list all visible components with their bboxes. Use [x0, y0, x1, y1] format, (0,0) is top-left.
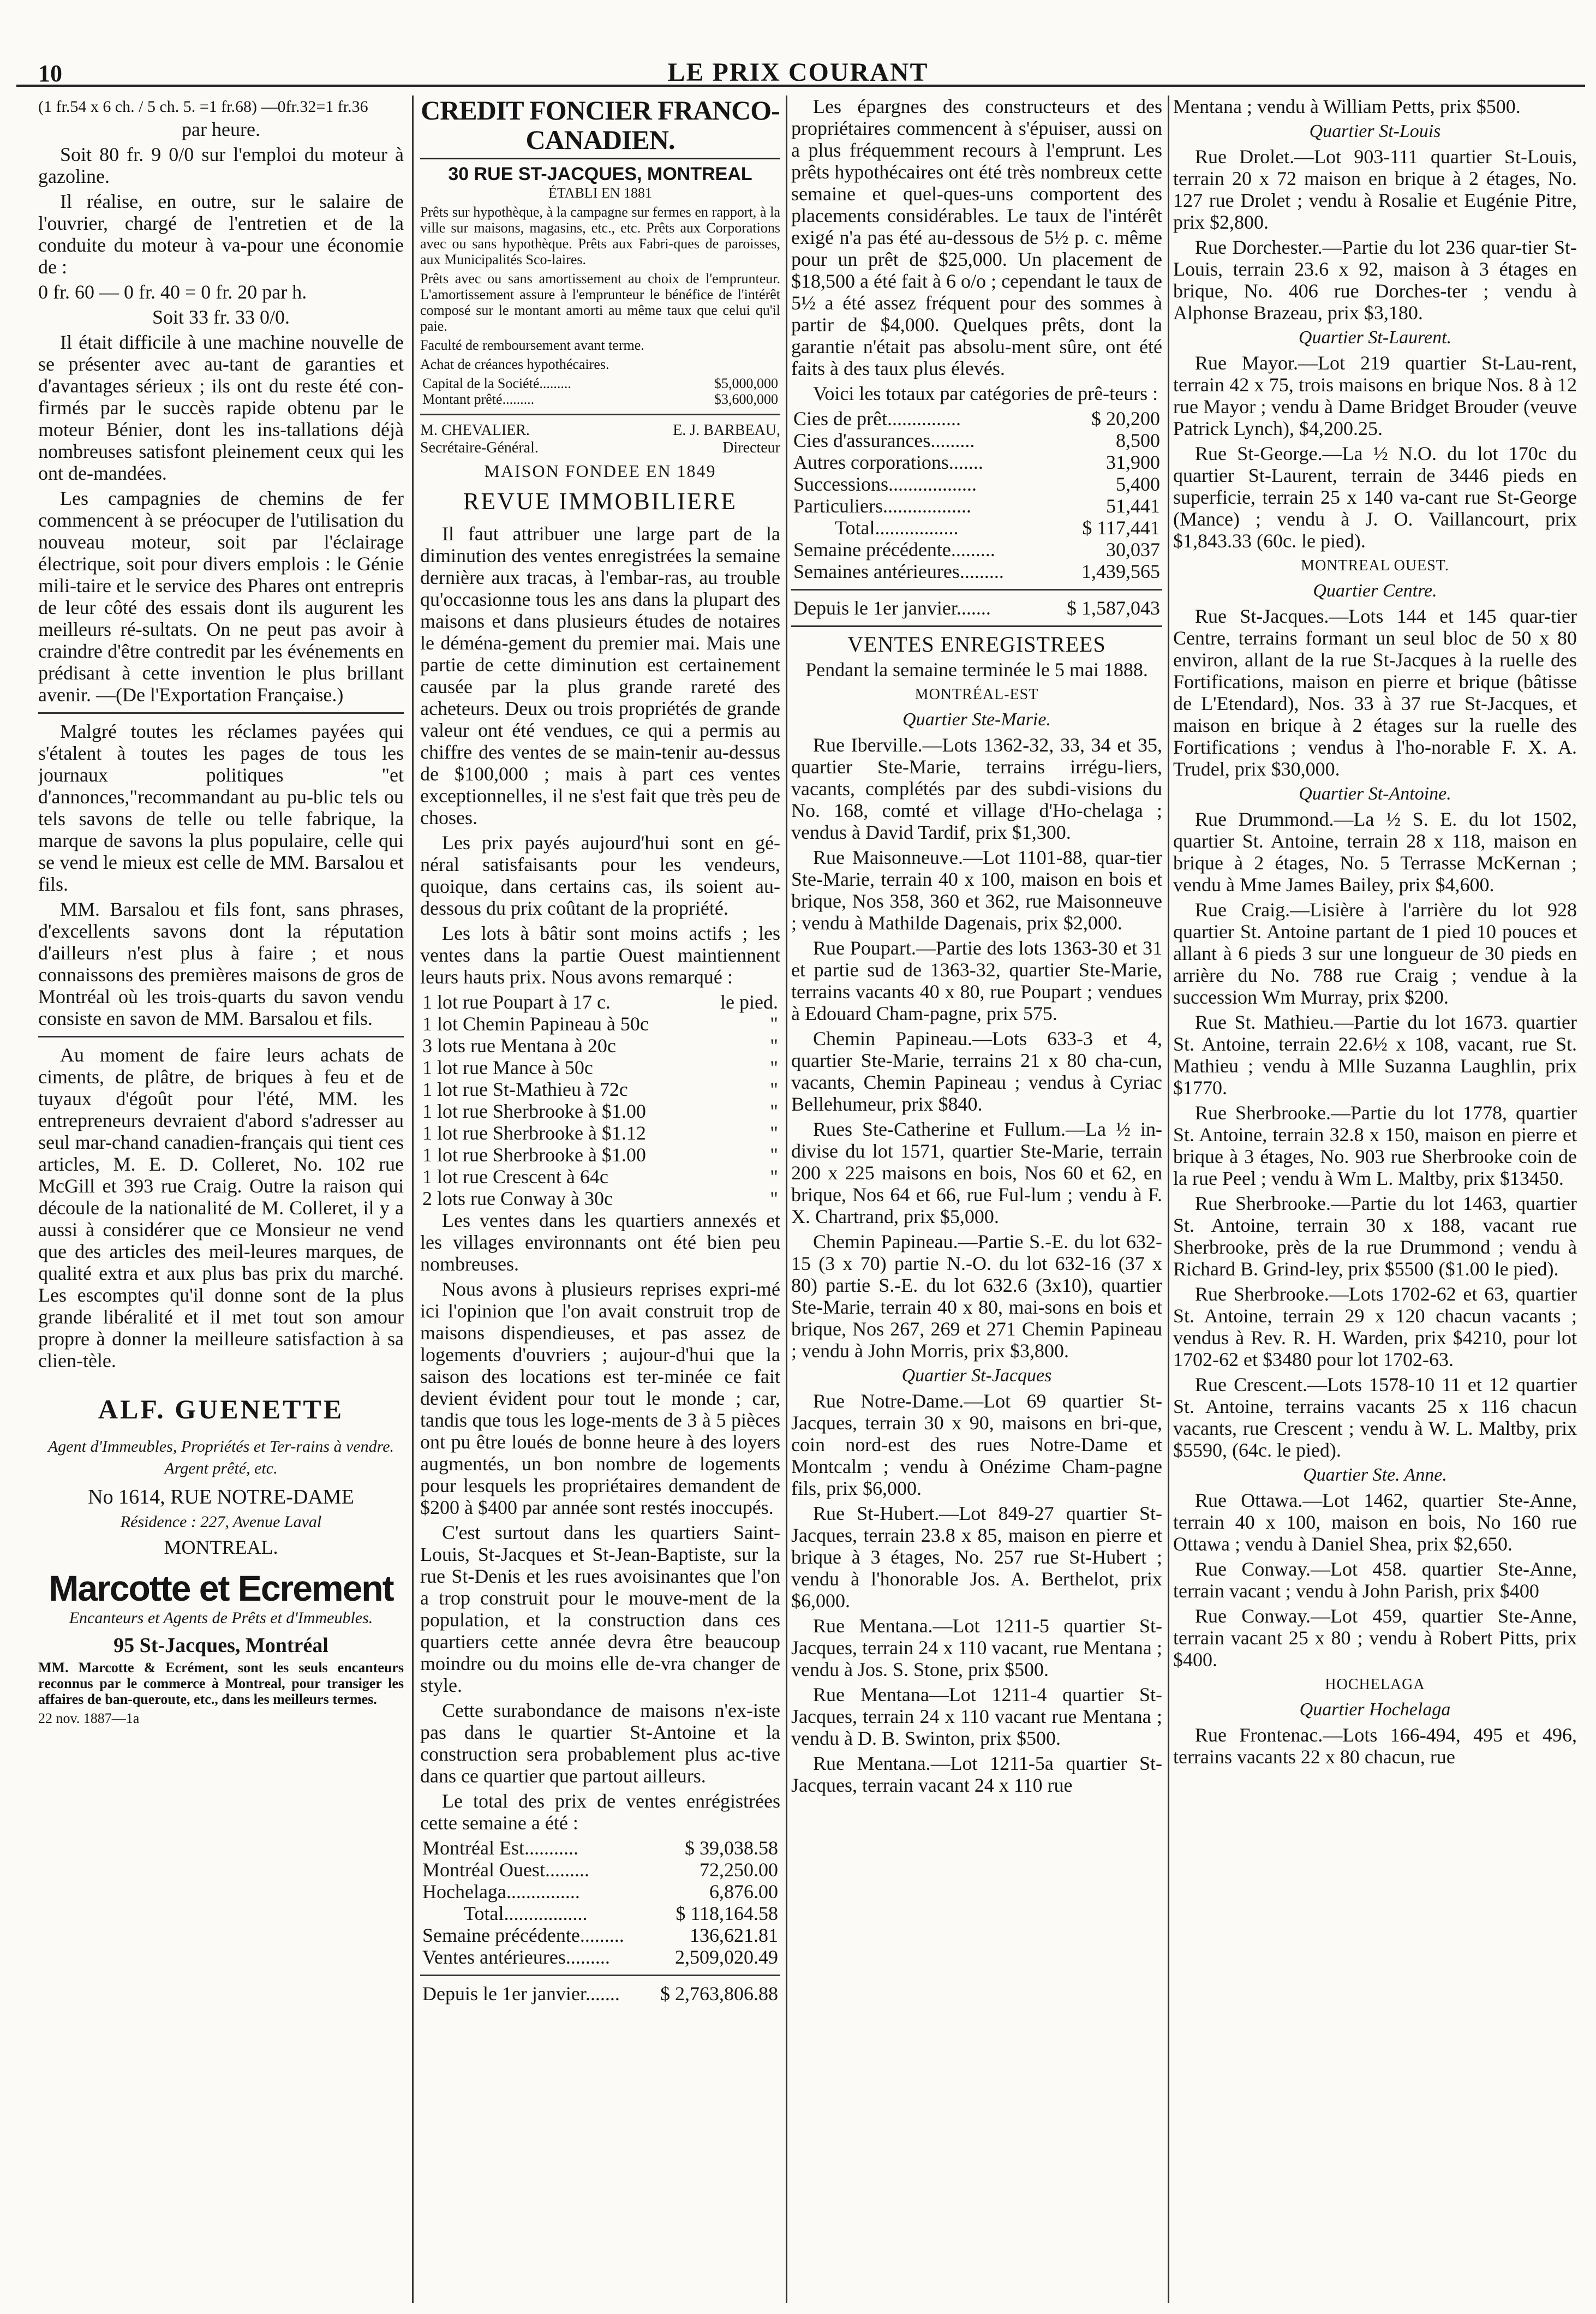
- paragraph: 0 fr. 60 — 0 fr. 40 = 0 fr. 20 par h.: [38, 281, 307, 303]
- lot-row: [420, 1144, 780, 1166]
- paragraph: Les ventes dans les quartiers annexés et les villages environnants ont été bien peu nombreuses.: [420, 1209, 780, 1275]
- credit-foncier-text: Achat de créances hypothécaires.: [420, 356, 609, 372]
- sales-summary-table: [420, 1903, 780, 1968]
- total-label: Total.................: [464, 1903, 588, 1924]
- paragraph: Soit 80 fr. 9 0/0 sur l'emploi du moteur à gazoline.: [38, 144, 404, 187]
- lot-label: 1 lot rue Sherbrooke à $1.00: [422, 1144, 646, 1166]
- sale-entry: Rue Dorchester.—Partie du lot 236 quar-tier St-Louis, terrain 23.6 x 92, maison à 3 étages en brique, No. 406 rue Dorches-ter ; vendu à Alphonse Brazeau, prix $3,180.: [1173, 236, 1577, 324]
- lender-label: Cies de prêt...............: [793, 408, 961, 430]
- paragraph: Les prix payés aujourd'hui sont en gé-néral satisfaisants pour les vendeurs, quoique, dans certains cas, ils soient au-dessous du prix coûtant de la propriété.: [420, 832, 780, 919]
- sale-entry: Rue Conway.—Lot 459, quartier Ste-Anne, terrain vacant 25 x 80 ; vendu à Robert Pitts, prix $400.: [1173, 1605, 1577, 1671]
- lot-row: [420, 1188, 780, 1209]
- page-number: 10: [38, 60, 62, 87]
- sale-entry: Rue Frontenac.—Lots 166-494, 495 et 496, terrains vacants 22 x 80 chacun, rue: [1173, 1724, 1577, 1768]
- credit-foncier-figures: [420, 375, 780, 407]
- divider: [791, 589, 1162, 591]
- lots-table: [420, 991, 780, 1209]
- ward-heading: Quartier Hochelaga: [1299, 1699, 1451, 1720]
- sale-entry: Rue Notre-Dame.—Lot 69 quartier St-Jacques, terrain 30 x 90, maisons en bri-que, coin nord-est des rues Notre-Dame et Montcalm ; vendu à Onézime Cham-pagne fils, prix $6,000.: [791, 1390, 1162, 1499]
- credit-foncier-address: 30 RUE ST-JACQUES, MONTREAL: [448, 164, 752, 184]
- paragraph: Il était difficile à une machine nouvelle de se présenter avec au-tant de garanties et d'avantages sérieux ; ils ont du reste été con-firmés par le succès rapide obtenu par le moteur Bénier, dont les ins-tallations déjà nombreuses satisfont pleinement ceux qui les ont de-mandées.: [38, 331, 404, 484]
- credit-foncier-title: CREDIT FONCIER FRANCO-CANADIEN.: [420, 96, 780, 159]
- ward-heading: Quartier Ste. Anne.: [1303, 1465, 1447, 1485]
- advert-marcotte-desc: Encanteurs et Agents de Prêts et d'Immeubles.: [69, 1609, 373, 1627]
- sale-entry: Rue Iberville.—Lots 1362-32, 33, 34 et 35, quartier Ste-Marie, terrains irrégu-liers, vacants, complétés par des subdi-visions du No. 168, comté et village d'Ho-chelaga ; vendus à David Tardif, prix $1,300.: [791, 734, 1162, 843]
- paragraph: Le total des prix de ventes enrégistrées cette semaine a été :: [420, 1790, 780, 1834]
- paragraph: C'est surtout dans les quartiers Saint-Louis, St-Jacques et St-Jean-Baptiste, sur la rue St-Denis et les rues avoisinantes que l'on a trop construit pour le mouve-ment de la population, et la construction dans ces quartiers cette année devra être beaucoup moindre ou du moins elle de-vra changer de style.: [420, 1522, 780, 1696]
- page-header: [0, 52, 1596, 85]
- signatory-1: M. CHEVALIER.: [420, 422, 530, 439]
- role-2: Directeur: [722, 439, 780, 456]
- paragraph: Les épargnes des constructeurs et des propriétaires commencent à s'épuiser, aussi on a plus fréquemment recours à l'emprunt. Les prêts hypothécaires ont été très nombreux cette semaine et quel-ques-uns comportent des placements considérables. Le taux de l'intérêt exigé n'a pas été au-dessous de 5½ p. c. même pour un prêt de $25,000. Un placement de $18,500 a été fait à 6 o/o ; cependant le taux de 5½ a été assez fréquent pour des sommes à partir de $4,000. Quelques prêts, dont la garantie n'était pas absolu-ment sûre, ont été faits à des taux plus élevés.: [791, 96, 1162, 379]
- sale-entry: Rue Drummond.—La ½ S. E. du lot 1502, quartier St. Antoine, terrain 28 x 118, maison en brique à 2 étages, No. 5 Terrasse McKernan ; vendu à Mme James Bailey, prix $4,600.: [1173, 808, 1577, 896]
- sale-entry: Rue Poupart.—Partie des lots 1363-30 et 31 et partie sud de 1363-32, quartier Ste-Marie, terrains vacants 40 x 80, rue Poupart ; vendues à Edouard Cham-pagne, prix 575.: [791, 937, 1162, 1024]
- ward-heading: Quartier St-Jacques: [901, 1365, 1052, 1386]
- column-2: [420, 96, 780, 2303]
- total-label: Total.................: [835, 517, 959, 539]
- lender-value: 5,400: [1116, 473, 1160, 495]
- earlier-value: 2,509,020.49: [675, 1946, 778, 1968]
- divider: [420, 1975, 780, 1976]
- founded-line: MAISON FONDEE EN 1849: [484, 461, 716, 481]
- advert-guenette-address: No 1614, RUE NOTRE-DAME: [88, 1486, 354, 1508]
- sales-total-label: Hochelaga...............: [422, 1881, 580, 1903]
- lot-row: [420, 1100, 780, 1122]
- previous-value: 136,621.81: [690, 1924, 778, 1946]
- sale-entry: Chemin Papineau.—Partie S.-E. du lot 632-15 (3 x 70) partie N.-O. du lot 632-16 (37 x 80) partie S.-E. du lot 632.6 (3x10), quartier Ste-Marie, terrain 40 x 80, mai-sons en bois et brique, Nos 267, 269 et 271 Chemin Papineau ; vendu à John Morris, prix $3,800.: [791, 1231, 1162, 1362]
- advert-marcotte-address: 95 St-Jacques, Montréal: [113, 1634, 328, 1657]
- sale-entry: Rue Conway.—Lot 458. quartier Ste-Anne, terrain vacant ; vendu à John Parish, prix $400: [1173, 1558, 1577, 1602]
- advert-marcotte-name: Marcotte et Ecrement: [49, 1568, 393, 1608]
- lender-row: [791, 451, 1162, 473]
- lot-value: ": [770, 1078, 778, 1100]
- paragraph: Malgré toutes les réclames payées qui s'étalent à toutes les pages de tous les journaux politiques "et d'annonces,"recommandant au pu-blic tels ou tels savons de telle ou telle fabrique, la marque de savons la plus populaire, celle qui se vend le mieux est celle de MM. Barsalou et fils.: [38, 720, 404, 895]
- ward-heading: Quartier St-Antoine.: [1299, 784, 1451, 804]
- credit-foncier-text: Prêts avec ou sans amortissement au choix de l'emprunteur. L'amortissement assure à l'emprunteur le bénéfice de l'intérêt composé sur le montant amorti au même taux que celui qu'il paie.: [420, 271, 780, 334]
- lot-row: [420, 991, 780, 1013]
- section-heading-revue: REVUE IMMOBILIERE: [463, 488, 737, 515]
- sale-entry: Rue St-George.—La ½ N.O. du lot 170c du quartier St-Laurent, terrain de 3446 pieds en superficie, terrain 25 x 140 va-cant rue St-George (Mance) ; vendu à J. O. Vaillancourt, prix $1,843.33 (60c. le pied).: [1173, 443, 1577, 552]
- lot-label: 2 lots rue Conway à 30c: [422, 1188, 613, 1209]
- column-3: [791, 96, 1162, 2303]
- lender-value: 8,500: [1116, 430, 1160, 451]
- since-january-table: [791, 597, 1162, 619]
- ward-heading: Quartier Ste-Marie.: [902, 709, 1051, 730]
- lent-value: $3,600,000: [714, 391, 778, 407]
- district-heading: HOCHELAGA: [1325, 1676, 1425, 1693]
- divider: [38, 712, 404, 714]
- column-1: [38, 96, 404, 2303]
- sale-entry: Rue St. Mathieu.—Partie du lot 1673. quartier St. Antoine, terrain 22.6½ x 108, vacant, rue St. Mathieu ; vendu à Mlle Suzanna Laughlin, prix $1770.: [1173, 1011, 1577, 1099]
- lender-value: 31,900: [1106, 451, 1160, 473]
- lot-value: ": [770, 1188, 778, 1209]
- header-rule: [16, 85, 1585, 87]
- since-label: Depuis le 1er janvier.......: [793, 597, 991, 619]
- capital-label: Capital de la Société.........: [422, 375, 571, 391]
- credit-foncier-text: Faculté de remboursement avant terme.: [420, 337, 644, 353]
- lot-label: 1 lot rue Crescent à 64c: [422, 1166, 608, 1188]
- sales-total-row: [420, 1837, 780, 1859]
- since-label: Depuis le 1er janvier.......: [422, 1983, 620, 2005]
- advert-guenette-residence: Résidence : 227, Avenue Laval: [120, 1513, 322, 1531]
- lender-label: Successions..................: [793, 473, 977, 495]
- lot-label: 1 lot rue Sherbrooke à $1.12: [422, 1122, 646, 1144]
- lot-value: le pied.: [720, 991, 778, 1013]
- since-value: $ 1,587,043: [1067, 597, 1160, 619]
- paragraph: Nous avons à plusieurs reprises expri-mé ici l'opinion que l'on avait construit trop de maisons dispendieuses, et pas assez de logements d'ouvriers ; aujour-d'hui que la saison des locations est ter-minée ce fait devient évident pour tout le monde ; car, tandis que tous les loge-ments de 3 à 5 pièces ont pu être loués de bonne heure à des loyers augmentés, un bon nombre de logements pour lesquels les propriétaires demandent de $200 à $400 par année sont restés inoccupés.: [420, 1278, 780, 1518]
- divider: [38, 1036, 404, 1037]
- lenders-summary-table: [791, 517, 1162, 582]
- paragraph: MM. Barsalou et fils font, sans phrases, d'excellents savons dont la réputation d'ailleurs n'est plus à faire ; et nous connaissons des premières maisons de gros de Montréal où les trois-quarts du savon vendu consiste en savon de MM. Barsalou et fils.: [38, 898, 404, 1029]
- signatory-2: E. J. BARBEAU,: [673, 422, 780, 439]
- capital-value: $5,000,000: [714, 375, 778, 391]
- lot-label: 3 lots rue Mentana à 20c: [422, 1035, 616, 1057]
- paragraph: Il réalise, en outre, sur le salaire de l'ouvrier, chargé de l'entretien et de la conduite du moteur à va-pour une économie de :: [38, 190, 404, 278]
- lent-label: Montant prêté.........: [422, 391, 535, 407]
- lot-value: ": [770, 1013, 778, 1035]
- cost-formula: (1 fr.54 x 6 ch. / 5 ch. 5. =1 fr.68) —0fr.32=1 fr.36: [38, 98, 368, 116]
- sale-entry: Chemin Papineau.—Lots 633-3 et 4, quartier Ste-Marie, terrains 21 x 80 cha-cun, vacants, Chemin Papineau ; vendus à Cyriac Bellehumeur, prix $840.: [791, 1028, 1162, 1115]
- page-title: LE PRIX COURANT: [667, 58, 929, 87]
- ward-heading: Quartier Centre.: [1313, 581, 1437, 601]
- lender-label: Cies d'assurances.........: [793, 430, 975, 451]
- sales-total-value: 6,876.00: [709, 1881, 778, 1903]
- sale-entry: Rue Crescent.—Lots 1578-10 11 et 12 quartier St. Antoine, terrains vacants 25 x 116 chacun vacants, rue Crescent ; vendu à W. L. Maltby, prix $5590, (64c. le pied).: [1173, 1374, 1577, 1461]
- earlier-label: Semaines antérieures.........: [793, 560, 1004, 582]
- total-value: $ 118,164.58: [676, 1903, 778, 1924]
- lot-value: ": [770, 1144, 778, 1166]
- lot-row: [420, 1166, 780, 1188]
- earlier-label: Ventes antérieures.........: [422, 1946, 610, 1968]
- lender-row: [791, 473, 1162, 495]
- sale-entry: Mentana ; vendu à William Petts, prix $500.: [1173, 96, 1521, 117]
- sales-total-label: Montréal Est...........: [422, 1837, 578, 1859]
- lot-row: [420, 1122, 780, 1144]
- lot-row: [420, 1078, 780, 1100]
- divider: [420, 414, 780, 415]
- lender-value: $ 20,200: [1091, 408, 1160, 430]
- sale-entry: Rue Sherbrooke.—Partie du lot 1463, quartier St. Antoine, terrain 30 x 188, vacant rue Sherbrooke, près de la rue Drummond ; vendu à Richard B. Grind-ley, prix $5500 ($1.00 le pied).: [1173, 1192, 1577, 1280]
- paragraph: Les campagnies de chemins de fer commencent à se préocuper de l'utilisation du nouveau moteur, soit par l'éclairage électrique, soit pour divers emplois : le Génie mili-taire et le service des Phares ont entrepris de leur côté des essais dont ils augurent les meilleurs ré-sultats. On ne peut pas avoir à craindre d'être contredit par les événements en prédisant à cette invention le plus brillant avenir. —(De l'Exportation Française.): [38, 487, 404, 706]
- sale-entry: Rue Sherbrooke.—Lots 1702-62 et 63, quartier St. Antoine, terrain 29 x 120 chacun vacants ; vendus à Rev. R. H. Warden, prix $4210, pour lot 1702-62 et $3480 pour lot 1702-63.: [1173, 1283, 1577, 1370]
- lot-label: 1 lot rue Poupart à 17 c.: [422, 991, 611, 1013]
- previous-label: Semaine précédente.........: [793, 539, 995, 560]
- role-1: Secrétaire-Général.: [420, 439, 539, 456]
- section-heading-ventes: VENTES ENREGISTREES: [847, 632, 1106, 657]
- lot-value: ": [770, 1035, 778, 1057]
- ward-heading: Quartier St-Laurent.: [1298, 327, 1452, 348]
- sales-total-row: [420, 1881, 780, 1903]
- previous-label: Semaine précédente.........: [422, 1924, 624, 1946]
- lender-label: Autres corporations.......: [793, 451, 983, 473]
- sale-entry: Rues Ste-Catherine et Fullum.—La ½ in-divise du lot 1571, quartier Ste-Marie, terrain 200 x 225 maisons en bois, Nos 60 et 62, en brique, Nos 64 et 66, rue Ful-lum ; vendu à F. X. Chartrand, prix $5,000.: [791, 1118, 1162, 1227]
- paragraph: Cette surabondance de maisons n'ex-iste pas dans le quartier St-Antoine et la construction sera probablement plus ac-tive dans ce quartier que partout ailleurs.: [420, 1699, 780, 1787]
- credit-foncier-roles: [420, 439, 780, 457]
- sale-entry: Rue Craig.—Lisière à l'arrière du lot 928 quartier St. Antoine partant de 1 pied 10 pouces et allant à 6 pieds 3 sur une longueur de 30 pieds en arrière du No. 788 rue Craig ; vendue à la succession Wm Murray, prix $200.: [1173, 899, 1577, 1008]
- sale-entry: Rue Ottawa.—Lot 1462, quartier Ste-Anne, terrain 40 x 100, maison en bois, No 160 rue Ottawa ; vendu à Daniel Shea, prix $2,650.: [1173, 1489, 1577, 1555]
- lot-value: ": [770, 1100, 778, 1122]
- ward-heading: Quartier St-Louis: [1309, 121, 1441, 141]
- credit-foncier-text: Prêts sur hypothèque, à la campagne sur fermes en rapport, à la ville sur maisons, magasins, etc., etc. Prêts aux Corporations avec ou sans hypothèque. Prêts aux Fabri-ques de paroisses, aux Municipalités Sco-laires.: [420, 204, 780, 267]
- lot-label: 1 lot rue Sherbrooke à $1.00: [422, 1100, 646, 1122]
- sale-entry: Rue Drolet.—Lot 903-111 quartier St-Louis, terrain 20 x 72 maison en brique à 2 étages, No. 127 rue Drolet ; vendu à Rosalie et Eugénie Pitre, prix $2,800.: [1173, 146, 1577, 233]
- sales-total-value: 72,250.00: [700, 1859, 778, 1881]
- lender-row: [791, 408, 1162, 430]
- column-divider: [786, 96, 787, 2303]
- divider: [791, 625, 1162, 627]
- lender-row: [791, 430, 1162, 451]
- lenders-table: [791, 408, 1162, 517]
- lot-label: 1 lot Chemin Papineau à 50c: [422, 1013, 649, 1035]
- sales-total-row: [420, 1859, 780, 1881]
- lot-value: ": [770, 1166, 778, 1188]
- column-divider: [1168, 96, 1169, 2303]
- sale-entry: Rue Mentana—Lot 1211-4 quartier St-Jacques, terrain 24 x 110 vacant rue Mentana ; vendu à D. B. Swinton, prix $500.: [791, 1684, 1162, 1749]
- paragraph: Voici les totaux par catégories de prê-teurs :: [813, 383, 1158, 404]
- lot-row: [420, 1013, 780, 1035]
- sale-entry: Rue Maisonneuve.—Lot 1101-88, quar-tier Ste-Marie, terrain 40 x 100, maison en bois et brique, Nos 358, 360 et 362, rue Maisonneuve ; vendu à Mathilde Dagenais, prix $2,000.: [791, 846, 1162, 934]
- previous-value: 30,037: [1106, 539, 1160, 560]
- sale-entry: Rue St-Hubert.—Lot 849-27 quartier St-Jacques, terrain 23.8 x 85, maison en pierre et brique à 3 étages, No. 257 rue St-Hubert ; vendu à l'honorable Jos. A. Berthelot, prix $6,000.: [791, 1502, 1162, 1612]
- ventes-subtitle: Pendant la semaine terminée le 5 mai 1888.: [805, 659, 1148, 681]
- sale-entry: Rue Mentana.—Lot 1211-5a quartier St-Jacques, terrain vacant 24 x 110 rue: [791, 1752, 1162, 1796]
- lot-value: ": [770, 1122, 778, 1144]
- lot-row: [420, 1057, 780, 1078]
- credit-foncier-signatures: [420, 422, 780, 439]
- district-heading: MONTRÉAL-EST: [914, 686, 1039, 703]
- since-january-table: [420, 1983, 780, 2005]
- advert-guenette-name: ALF. GUENETTE: [98, 1394, 344, 1424]
- paragraph: Il faut attribuer une large part de la diminution des ventes enregistrées la semaine dernière aux tracas, à l'embar-ras, au trouble qu'occasionne tous les ans dans la plupart des maisons et dans plusieurs études de notaires le déména-gement du premier mai. Mais une partie de cette diminution est certainement causée par la plus grande rareté des acheteurs. Deux ou trois propriétés de grande valeur ont été vendues, ce qui a permis au chiffre des ventes de se main-tenir au-dessus de $100,000 ; mais à part ces ventes exceptionnelles, il ne s'est fait que très peu de choses.: [420, 523, 780, 828]
- earlier-value: 1,439,565: [1081, 560, 1160, 582]
- advert-guenette-city: MONTREAL.: [164, 1536, 278, 1558]
- total-value: $ 117,441: [1082, 517, 1160, 539]
- sale-entry: Rue Mayor.—Lot 219 quartier St-Lau-rent, terrain 42 x 75, trois maisons en brique Nos. 8 à 12 rue Mayor ; vendu à Dame Bridget Brouder (veuve Patrick Lynch), $4,200.25.: [1173, 352, 1577, 439]
- lot-row: [420, 1035, 780, 1057]
- lot-label: 1 lot rue Mance à 50c: [422, 1057, 593, 1078]
- sale-entry: Rue St-Jacques.—Lots 144 et 145 quar-tier Centre, terrains formant un seul bloc de 50 x 80 environ, allant de la rue St-Jacques à la ruelle des Fortifications, maison en pierre et brique (bâtisse de L'Etendard), Nos. 33 à 37 rue St-Jacques, et maison en brique à 2 étages sur la ruelle des Fortifications ; vendus à l'ho-norable F. X. A. Trudel, prix $30,000.: [1173, 605, 1577, 780]
- paragraph: Au moment de faire leurs achats de ciments, de plâtre, de briques à feu et de tuyaux d'égoût pour l'été, MM. les entrepreneurs devraient d'abord s'adresser au seul mar-chand canadien-français qui tient ces articles, M. E. D. Colleret, No. 102 rue McGill et 393 rue Craig. Outre la raison qui découle de la nationalité de M. Colleret, il y a aussi à considérer que ce Monsieur ne vend que des articles des meil-leures marques, de qualité extra et aux plus bas prix du marché. Les escomptes qu'il donne sont de la plus grande libéralité et il met tout son amour propre à donner la meilleure satisfaction à sa clien-tèle.: [38, 1044, 404, 1371]
- advert-marcotte-note: MM. Marcotte & Ecrément, sont les seuls encanteurs reconnus par le commerce à Montreal, pour transiger les affaires de ban-queroute, etc., dans les meilleurs termes.: [38, 1660, 404, 1707]
- lender-value: 51,441: [1106, 495, 1160, 517]
- lot-label: 1 lot rue St-Mathieu à 72c: [422, 1078, 628, 1100]
- paragraph: Soit 33 fr. 33 0/0.: [152, 306, 290, 328]
- sales-total-label: Montréal Ouest.........: [422, 1859, 589, 1881]
- lot-value: ": [770, 1057, 778, 1078]
- since-value: $ 2,763,806.88: [660, 1983, 778, 2005]
- sale-entry: Rue Sherbrooke.—Partie du lot 1778, quartier St. Antoine, terrain 32.8 x 150, maison en pierre et brique à 3 étages, No. 903 rue Sherbrooke coin de la rue Peel ; vendu à Wm L. Maltby, prix $13450.: [1173, 1102, 1577, 1189]
- per-hour-label: par heure.: [182, 118, 260, 140]
- sale-entry: Rue Mentana.—Lot 1211-5 quartier St-Jacques, terrain 24 x 110 vacant, rue Mentana ; vendu à Jos. S. Stone, prix $500.: [791, 1615, 1162, 1680]
- sales-totals-table: [420, 1837, 780, 1903]
- advert-guenette-desc: Agent d'Immeubles, Propriétés et Ter-rains à vendre. Argent prêté, etc.: [47, 1438, 394, 1477]
- district-heading: MONTREAL OUEST.: [1301, 557, 1449, 574]
- paragraph: Les lots à bâtir sont moins actifs ; les ventes dans la partie Ouest maintiennent leurs hauts prix. Nous avons remarqué :: [420, 922, 780, 988]
- column-divider: [412, 96, 414, 2303]
- lender-label: Particuliers..................: [793, 495, 971, 517]
- lender-row: [791, 495, 1162, 517]
- sales-total-value: $ 39,038.58: [685, 1837, 778, 1859]
- column-4: [1173, 96, 1577, 2303]
- advert-marcotte-date: 22 nov. 1887—1a: [38, 1710, 140, 1726]
- credit-foncier-established: ÉTABLI EN 1881: [548, 185, 652, 201]
